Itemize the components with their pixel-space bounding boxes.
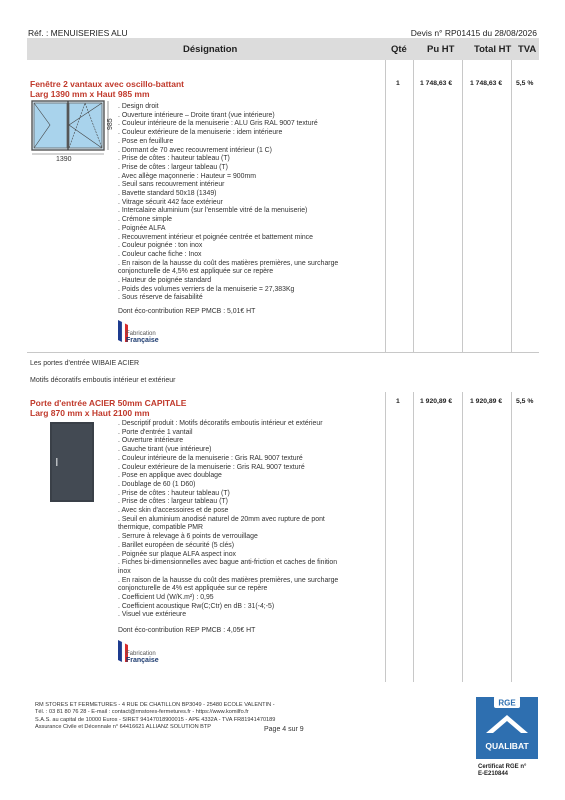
description-line: . Couleur intérieure de la menuiserie : Gris RAL 9007 texturé <box>118 454 303 462</box>
description-line: . En raison de la hausse du coût des matières premières, une surcharge <box>118 259 339 267</box>
item2-unit-price: 1 920,89 € <box>420 398 453 405</box>
footer-line: Tél. : 03 81 80 76 28 - E-mail : contact@rmstores-fermetures.fr - https://www.komilfo.fr <box>35 709 249 716</box>
description-line: conjoncturelle de 4% est appliquée sur ce repère <box>118 585 268 593</box>
description-line: . Pose en applique avec doublage <box>118 472 222 480</box>
description-line: . Hauteur de poignée standard <box>118 277 212 285</box>
description-line: inox <box>118 567 131 575</box>
description-line: . Prise de côtes : hauteur tableau (T) <box>118 489 230 497</box>
description-line: . Poignée ALFA <box>118 224 166 232</box>
footer-line: S.A.S. au capital de 10000 Euros - SIRET 94147018900015 - APE 4332A - TVA FR81941470189 <box>35 716 276 723</box>
description-line: . Crémone simple <box>118 216 172 224</box>
item1-vat: 5,5 % <box>516 80 534 87</box>
footer-line: RM STORES ET FERMETURES - 4 RUE DE CHATILLON BP3049 - 25480 ECOLE VALENTIN - <box>35 702 275 708</box>
description-line: . Porte d'entrée 1 vantail <box>118 428 193 436</box>
row-divider <box>27 352 539 353</box>
description-line: . Poids des volumes verriers de la menuiserie = 27,383Kg <box>118 285 295 293</box>
item1-qty: 1 <box>396 80 400 87</box>
description-line: . Gauche tirant (vue intérieure) <box>118 446 212 454</box>
column-divider <box>511 60 512 352</box>
description-line: . Dormant de 70 avec recouvrement intérieur (1 C) <box>118 146 272 154</box>
francaise-label: Française <box>126 657 159 664</box>
description-line: . Couleur poignée : ton inox <box>118 242 203 250</box>
rge-certificate <box>478 764 526 778</box>
item2-qty: 1 <box>396 398 400 405</box>
description-line: . Couleur intérieure de la menuiserie : ALU Gris RAL 9007 texturé <box>118 120 318 128</box>
qualibat-rge-logo <box>476 697 538 759</box>
note-line2: Motifs décoratifs emboutis intérieur et extérieur <box>30 377 176 384</box>
door-image <box>50 422 94 502</box>
description-line: . Doublage de 60 (1 D60) <box>118 480 196 488</box>
qualibat-label: QUALIBAT <box>485 741 529 751</box>
description-line: . En raison de la hausse du coût des matières premières, une surcharge <box>118 576 339 584</box>
description-line: . Recouvrement intérieur et poignée centrée et battement mince <box>118 233 313 241</box>
window-width-dim: 1390 <box>56 156 72 162</box>
description-line: . Avec allège maçonnerie : Hauteur = 900mm <box>118 172 256 180</box>
rge-label: RGE <box>498 698 516 708</box>
header-qty: Qté <box>391 44 407 55</box>
item1-title-line2: Larg 1390 mm x Haut 985 mm <box>30 89 150 99</box>
item2-title <box>30 398 186 418</box>
fabrication-francaise-logo <box>118 320 178 360</box>
description-line: . Coefficient Ud (W/K.m²) : 0,95 <box>118 594 214 602</box>
column-divider <box>385 392 386 682</box>
table-header <box>27 38 539 60</box>
description-line: . Prise de côtes : largeur tableau (T) <box>118 163 228 171</box>
header-vat: TVA <box>518 44 537 55</box>
fabrication-label: Fabrication <box>126 651 156 657</box>
item1-unit-price: 1 748,63 € <box>420 80 453 87</box>
francaise-label: Française <box>126 337 159 344</box>
item1-description <box>118 103 338 303</box>
company-footer <box>35 702 275 731</box>
column-divider <box>413 392 414 682</box>
description-line: . Ouverture intérieure <box>118 437 184 445</box>
description-line: thermique, compatible PMR <box>118 524 204 532</box>
header-designation: Désignation <box>183 44 238 55</box>
description-line: . Prise de côtes : hauteur tableau (T) <box>118 155 230 163</box>
item2-total: 1 920,89 € <box>470 398 503 405</box>
description-line: . Prise de côtes : largeur tableau (T) <box>118 498 228 506</box>
note-line1: Les portes d'entrée WIBAIE ACIER <box>30 360 140 367</box>
footer-line: Assurance Civile et Décennale n° 64416621 ALLIANZ SOLUTION BTP <box>35 723 212 730</box>
item1-total: 1 748,63 € <box>470 80 503 87</box>
description-line: . Pose en feuillure <box>118 137 174 145</box>
description-line: . Sous réserve de faisabilité <box>118 294 203 302</box>
item2-vat: 5,5 % <box>516 398 534 405</box>
fabrication-label: Fabrication <box>126 331 156 337</box>
item1-title <box>30 79 184 99</box>
description-line: . Avec skin d'accessoires et de pose <box>118 507 229 515</box>
item1-eco-contribution: Dont éco-contribution REP PMCB : 5,01€ HT <box>118 308 256 315</box>
description-line: . Couleur cache fiche : Inox <box>118 250 202 258</box>
description-line: . Seuil sans recouvrement intérieur <box>118 181 225 189</box>
column-divider <box>462 392 463 682</box>
column-divider <box>413 60 414 352</box>
certificate-number: E-E210844 <box>478 771 509 777</box>
item2-title-line2: Larg 870 mm x Haut 2100 mm <box>30 408 150 418</box>
quote-number: Devis n° RP01415 du 28/08/2026 <box>410 28 537 38</box>
description-line: . Descriptif produit : Motifs décoratifs emboutis intérieur et extérieur <box>118 420 323 427</box>
description-line: . Intercalaire aluminium (sur l'ensemble vitré de la menuiserie) <box>118 207 308 215</box>
item2-title-line1: Porte d'entrée ACIER 50mm CAPITALE <box>30 398 187 408</box>
description-line: . Couleur extérieure de la menuiserie : Gris RAL 9007 texturé <box>118 463 305 471</box>
description-line: . Serrure à relevage à 6 points de verrouillage <box>118 533 258 541</box>
description-line: conjoncturelle de 4,5% est appliquée sur ce repère <box>118 268 274 276</box>
description-line: . Barillet européen de sécurité (5 clés) <box>118 541 235 549</box>
description-line: . Coefficient acoustique Rw(C;Ctr) en dB : 31(-4;-5) <box>118 602 275 610</box>
description-line: . Bavette standard 50x18 (1349) <box>118 190 217 198</box>
page-number: Page 4 sur 9 <box>264 726 304 733</box>
column-divider <box>462 60 463 352</box>
description-line: . Design droit <box>118 103 159 110</box>
header-total: Total HT <box>474 44 512 55</box>
item2-eco-contribution: Dont éco-contribution REP PMCB : 4,05€ HT <box>118 627 256 634</box>
description-line: . Visuel vue extérieure <box>118 611 187 619</box>
description-line: . Seuil en aluminium anodisé naturel de 20mm avec rupture de pont <box>118 515 325 523</box>
description-line: . Poignée sur plaque ALFA aspect inox <box>118 550 236 558</box>
header-unit-price: Pu HT <box>427 44 455 55</box>
item2-description <box>118 420 338 620</box>
window-drawing <box>28 100 118 162</box>
column-divider <box>385 60 386 352</box>
reference-label: Réf. : MENUISERIES ALU <box>28 28 128 38</box>
description-line: . Couleur extérieure de la menuiserie : idem intérieure <box>118 129 283 137</box>
description-line: . Fiches bi-dimensionnelles avec bague anti-friction et caches de finition <box>118 559 338 567</box>
window-height-dim: 985 <box>107 118 114 130</box>
fabrication-francaise-logo <box>118 640 178 680</box>
certificate-label: Certificat RGE n° <box>478 764 527 770</box>
column-divider <box>511 392 512 682</box>
item1-title-line1: Fenêtre 2 vantaux avec oscillo-battant <box>30 79 184 89</box>
description-line: . Vitrage sécurit 442 face extérieur <box>118 198 223 206</box>
description-line: . Ouverture intérieure – Droite tirant (vue intérieure) <box>118 111 275 119</box>
